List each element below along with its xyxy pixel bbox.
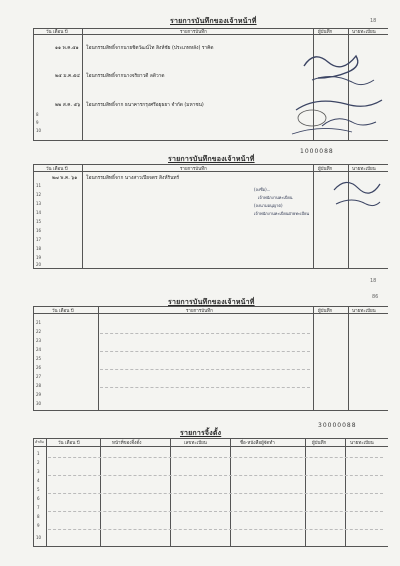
row-number: 22 bbox=[36, 329, 42, 334]
header-recorder: ผู้บันทึก bbox=[318, 309, 333, 314]
row-number: 24 bbox=[36, 347, 42, 352]
row-number: 8 bbox=[37, 514, 40, 519]
header-registrar: นายทะเบียน bbox=[352, 309, 376, 314]
stamp-number-section4: 30000088 bbox=[318, 422, 357, 429]
header-date: วัน เดือน ปี bbox=[46, 167, 68, 172]
row-number: 21 bbox=[36, 320, 42, 325]
row-number: 23 bbox=[36, 338, 42, 343]
row-number: 14 bbox=[36, 210, 42, 215]
entry-date: ๒๗ พ.ค. ๖๑ bbox=[52, 176, 78, 181]
page-number-third: 86 bbox=[372, 294, 379, 300]
row-number: 18 bbox=[36, 246, 42, 251]
row-number: 17 bbox=[36, 237, 42, 242]
header-registrar: นายทะเบียน bbox=[350, 441, 374, 446]
row-number: 4 bbox=[37, 478, 40, 483]
header-record: รายการบันทึก bbox=[186, 309, 213, 314]
row-number: 10 bbox=[36, 128, 42, 133]
entry-date: ๑๑ พ.ค.๕๑ bbox=[55, 46, 79, 51]
header-date: วัน เดือน ปี bbox=[58, 441, 80, 446]
signature-seal-marks bbox=[282, 40, 392, 140]
row-number: 2 bbox=[37, 460, 40, 465]
section-title: รายการจิ้งตั้ง bbox=[180, 429, 222, 437]
row-number: 16 bbox=[36, 228, 42, 233]
signature-line: (ลงนามอนุญาต) bbox=[254, 203, 283, 208]
entry-text: โอนกรรมสิทธิ์จาก นางสาวเปียจตร สิงห์รินทร์ bbox=[86, 176, 180, 181]
row-number: 1 bbox=[37, 451, 40, 456]
section-title: รายการบันทึกของเจ้าหน้าที่ bbox=[168, 298, 255, 306]
header-date: วัน เดือน ปี bbox=[52, 309, 74, 314]
row-number: 28 bbox=[36, 383, 42, 388]
row-number: 7 bbox=[37, 505, 40, 510]
entry-date: ๒๒ ส.ค. ๕๖ bbox=[55, 103, 81, 108]
header-preparer: ชื่อ-หนังสือผู้จัดทำ bbox=[240, 441, 275, 446]
header-date: วัน เดือน ปี bbox=[46, 30, 68, 35]
signature-line: เจ้าพนักงานทะเบียน bbox=[258, 195, 293, 200]
header-record: รายการบันทึก bbox=[180, 30, 207, 35]
row-number: 19 bbox=[36, 255, 42, 260]
header-sequence: ลำดับ bbox=[35, 440, 44, 444]
row-number: 8 bbox=[36, 112, 39, 117]
header-recorder: ผู้บันทึก bbox=[318, 30, 333, 35]
header-registrar: นายทะเบียน bbox=[352, 167, 376, 172]
row-number: 6 bbox=[37, 496, 40, 501]
page-number-middle: 18 bbox=[370, 278, 377, 284]
page-number-top: 18 bbox=[370, 18, 377, 24]
header-record: รายการบันทึก bbox=[180, 167, 207, 172]
header-registration-number: เลขทะเบียน bbox=[184, 441, 207, 446]
header-registrar: นายทะเบียน bbox=[352, 30, 376, 35]
row-number: 11 bbox=[36, 183, 42, 188]
row-number: 10 bbox=[36, 535, 42, 540]
row-number: 15 bbox=[36, 219, 42, 224]
row-number: 26 bbox=[36, 365, 42, 370]
header-notice-duty: หน้าที่ของจิ้งตั้ง bbox=[112, 441, 142, 446]
entry-text: โอนกรรมสิทธิ์จาก ธนาคารกรุงศรีอยุธยา จำกัด (มหาชน) bbox=[86, 103, 204, 108]
row-number: 29 bbox=[36, 392, 42, 397]
row-number: 20 bbox=[36, 262, 42, 267]
signature-seal-marks bbox=[330, 174, 385, 214]
section-title: รายการบันทึกของเจ้าหน้าที่ bbox=[168, 155, 255, 163]
row-number: 9 bbox=[36, 120, 39, 125]
header-recorder: ผู้บันทึก bbox=[312, 441, 327, 446]
row-number: 25 bbox=[36, 356, 42, 361]
signature-line: (ลงชื่อ)... bbox=[254, 187, 271, 192]
row-number: 12 bbox=[36, 192, 42, 197]
section-title: รายการบันทึกของเจ้าหน้าที่ bbox=[170, 17, 257, 25]
stamp-number-section2: 1000088 bbox=[300, 148, 334, 155]
row-number: 30 bbox=[36, 401, 42, 406]
header-recorder: ผู้บันทึก bbox=[318, 167, 333, 172]
entry-text: โอนกรรมสิทธิ์จากนายชิตวัฒน์ไท สิงห์ชัย (ประเภทหลัง) ราคิด bbox=[86, 46, 214, 51]
row-number: 5 bbox=[37, 487, 40, 492]
row-number: 9 bbox=[37, 523, 40, 528]
row-number: 13 bbox=[36, 201, 42, 206]
row-number: 3 bbox=[37, 469, 40, 474]
signature-line: เจ้าพนักงานทะเบียนฝ่ายทะเบียน bbox=[254, 211, 310, 216]
row-number: 27 bbox=[36, 374, 42, 379]
entry-date: ๒๕ ม.ค.๕๔ bbox=[55, 74, 80, 79]
entry-text: โอนกรรมสิทธิ์จากนางจริยาวดี ลดิวาด bbox=[86, 74, 165, 79]
